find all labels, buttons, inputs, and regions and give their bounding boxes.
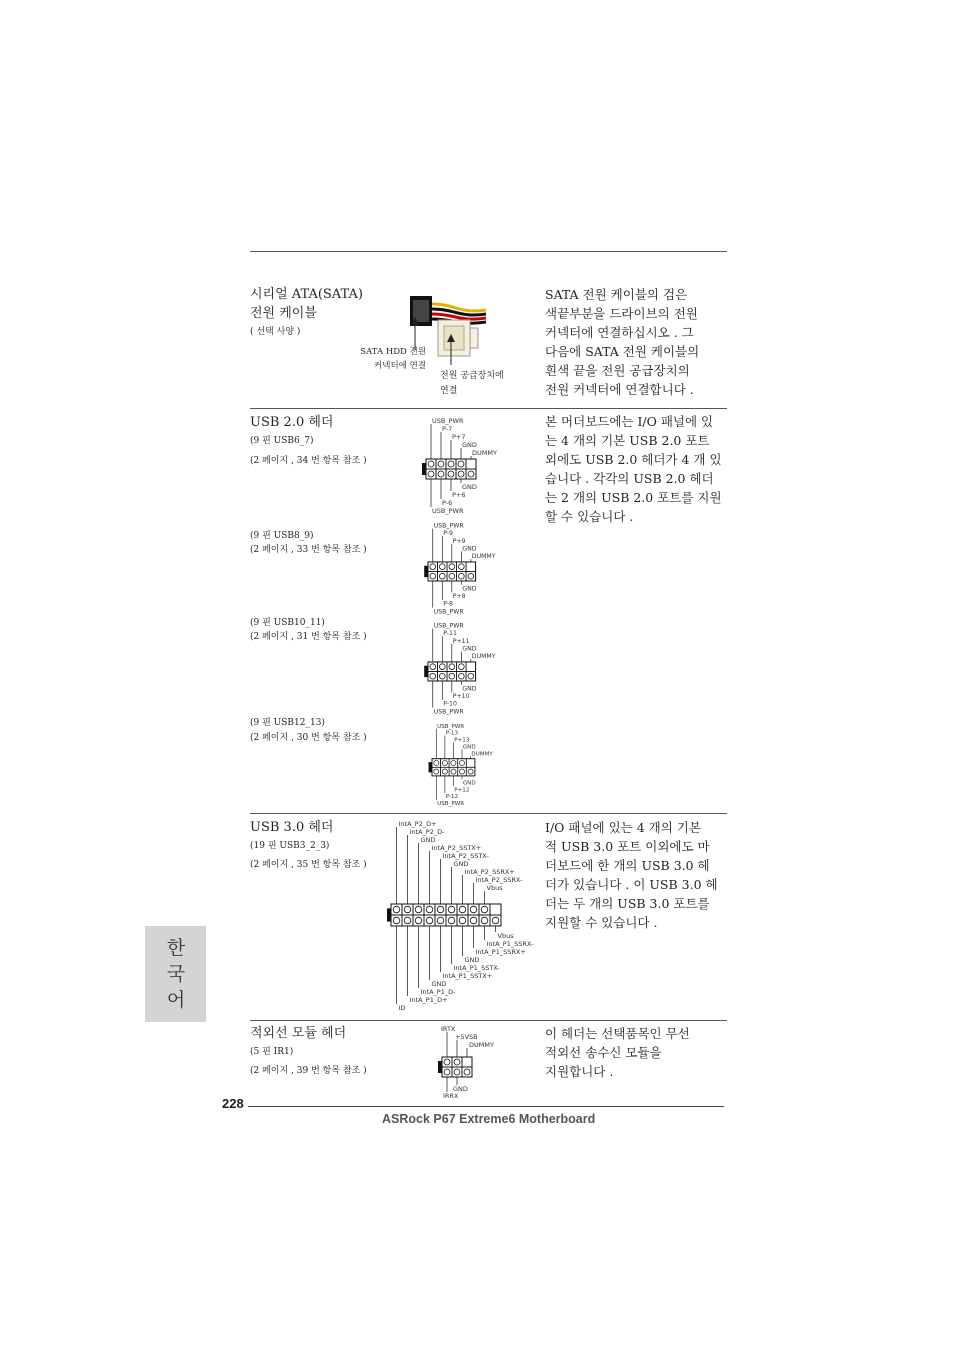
pin1-key [387, 908, 391, 921]
pin-label: USB_PWR [433, 622, 464, 630]
sata-psu-caption-1: 전원 공급장치에 [440, 371, 504, 381]
pin-label: GND [453, 860, 469, 868]
pin-label: DUMMY [469, 1041, 494, 1049]
pin-label: GND [462, 645, 477, 653]
pin-label: IntA_P2_SSRX- [475, 876, 523, 884]
pin1-key [424, 566, 428, 577]
pin-label: USB_PWR [433, 522, 464, 530]
pin-label: P-8 [443, 600, 454, 608]
usb3-desc-line: 더보드에 한 개의 USB 3.0 헤 [545, 858, 710, 873]
footer-rule [248, 1106, 724, 1107]
pin-label: GND [462, 744, 476, 751]
pin-label: USB_PWR [432, 417, 464, 425]
pin-label: P+9 [452, 537, 466, 545]
top-rule [250, 251, 727, 252]
usb3-title: USB 3.0 헤더 [250, 820, 334, 835]
pin-label: Vbus [497, 932, 514, 940]
pin-label: GND [462, 545, 477, 553]
pin-label: USB_PWR [437, 723, 465, 730]
pin-label: P-9 [443, 530, 454, 538]
pin1-key [422, 463, 426, 475]
pin-label: IRTX [441, 1025, 456, 1033]
usb2-header4-pins: (9 핀 USB12_13) [250, 718, 325, 728]
pin-label: USB_PWR [437, 801, 465, 807]
usb2-desc-line: 할 수 있습니다 . [545, 509, 634, 524]
usb2-header1-ref: (2 페이지 , 34 번 항목 참조 ) [250, 456, 367, 466]
sata-optional-note: ( 선택 사양 ) [250, 327, 301, 337]
sata-hdd-caption-2: 커넥터에 연결 [374, 361, 426, 371]
pin-label: DUMMY [472, 449, 497, 457]
pin-label: GND [462, 780, 476, 787]
pin-label: P-6 [442, 499, 453, 507]
pin-label: P-11 [443, 630, 457, 638]
sata-desc-line: 커넥터에 연결하십시오 . 그 [545, 325, 694, 340]
page-number: 228 [222, 1096, 244, 1111]
usb2-desc-line: 외에도 USB 2.0 헤더가 4 개 있 [545, 452, 722, 467]
section-divider [250, 813, 727, 814]
usb3-desc-line: 적 USB 3.0 포트 이외에도 마 [545, 839, 710, 854]
usb3-ref: (2 페이지 , 35 번 항목 참조 ) [250, 860, 367, 870]
usb2-header1-pins: (9 핀 USB6_7) [250, 436, 314, 446]
pin-label: P-10 [443, 700, 457, 708]
usb2-header4-diagram [418, 721, 518, 811]
side-tab-char: 국 [166, 963, 186, 985]
usb3-description [545, 818, 718, 932]
pin-label: IntA_P1_D+ [409, 996, 448, 1004]
ir-title: 적외선 모듈 헤더 [250, 1026, 347, 1041]
footer-title: ASRock P67 Extreme6 Motherboard [382, 1112, 596, 1126]
usb3-pins: (19 핀 USB3_2_3) [250, 841, 330, 851]
section-divider [250, 408, 727, 409]
usb2-desc-line: 본 머더보드에는 I/O 패널에 있 [545, 414, 714, 429]
pin-label: GND [462, 483, 477, 491]
sata-description [545, 285, 699, 399]
usb2-header3-diagram [418, 620, 518, 720]
ir-pins: (5 핀 IR1) [250, 1047, 294, 1057]
pin-label: IntA_P2_SSTX+ [431, 844, 482, 852]
pin-label: P-12 [445, 794, 459, 801]
pin-label: IntA_P1_D- [420, 988, 456, 996]
pin-label: P+12 [454, 787, 470, 794]
pin-label: P+6 [452, 491, 466, 499]
sata-title: 시리얼 ATA(SATA) [250, 287, 363, 302]
ir-description [545, 1024, 690, 1081]
usb2-header3-pins: (9 핀 USB10_11) [250, 618, 325, 628]
pin-label: GND [453, 1085, 468, 1093]
ir-ref: (2 페이지 , 39 번 항목 참조 ) [250, 1066, 367, 1076]
usb2-header2-diagram [418, 520, 518, 620]
usb3-desc-line: I/O 패널에 있는 4 개의 기본 [545, 820, 701, 835]
usb3-desc-line: 더가 있습니다 . 이 USB 3.0 헤 [545, 877, 718, 892]
pin-label: P+8 [452, 593, 466, 601]
ir-header-diagram [432, 1024, 502, 1102]
usb2-header2-ref: (2 페이지 , 33 번 항목 참조 ) [250, 545, 367, 555]
pin-label: USB_PWR [433, 608, 464, 616]
ir-desc-line: 적외선 송수신 모듈을 [545, 1045, 662, 1060]
sata-callout-arrows [405, 295, 465, 370]
pin-label: IRRX [443, 1092, 459, 1100]
pin-label: IntA_P2_SSTX- [442, 852, 489, 860]
sata-hdd-caption-1: SATA HDD 전원 [360, 347, 426, 357]
side-tab-char: 어 [166, 989, 186, 1011]
sata-title-line2: 전원 케이블 [250, 306, 317, 321]
pin-label: DUMMY [471, 553, 496, 561]
pin-label: GND [462, 441, 477, 449]
sata-desc-line: 전원 커넥터에 연결합니다 . [545, 382, 694, 397]
usb2-header3-ref: (2 페이지 , 31 번 항목 참조 ) [250, 632, 367, 642]
pin-label: IntA_P1_SSTX+ [442, 972, 493, 980]
pin-label: DUMMY [471, 653, 496, 661]
language-side-tab [145, 926, 206, 1022]
pin-label: IntA_P1_SSRX- [486, 940, 534, 948]
pin-label: P-7 [442, 425, 453, 433]
pin-label: USB_PWR [433, 708, 464, 716]
usb2-title: USB 2.0 헤더 [250, 415, 334, 430]
usb2-desc-line: 는 4 개의 기본 USB 2.0 포트 [545, 433, 710, 448]
pin1-key [424, 666, 428, 677]
pin-label: GND [462, 585, 477, 593]
pin-label: P+7 [452, 433, 466, 441]
pin-label: IntA_P1_SSRX+ [475, 948, 526, 956]
sata-desc-line: 색끝부분을 드라이브의 전원 [545, 306, 698, 321]
pin-label: GND [462, 685, 477, 693]
pin-label: IntA_P1_SSTX- [453, 964, 500, 972]
side-tab-char: 한 [166, 937, 186, 959]
ir-desc-line: 이 헤더는 선택품목인 무선 [545, 1026, 690, 1041]
pin-label: P+13 [454, 737, 470, 744]
pin-label: IntA_P2_SSRX+ [464, 868, 515, 876]
usb2-header1-diagram [418, 415, 518, 520]
usb2-description [545, 412, 722, 526]
pin-label: GND [420, 836, 436, 844]
usb3-desc-line: 더는 두 개의 USB 3.0 포트를 [545, 896, 710, 911]
pin-label: GND [431, 980, 447, 988]
pin-label: P-13 [445, 730, 459, 737]
pin-label: ID [398, 1004, 406, 1012]
pin1-key [429, 762, 432, 772]
section-divider [250, 1020, 727, 1021]
pin-label: DUMMY [471, 751, 493, 758]
pin-label: IntA_P2_D+ [398, 820, 437, 828]
sata-psu-caption-2: 연결 [440, 386, 458, 396]
sata-desc-line: 흰색 끝을 전원 공급장치의 [545, 363, 690, 378]
pin-label: GND [464, 956, 480, 964]
usb2-desc-line: 습니다 . 각각의 USB 2.0 헤더 [545, 471, 714, 486]
usb3-desc-line: 지원할 수 있습니다 . [545, 915, 658, 930]
sata-desc-line: 다음에 SATA 전원 케이블의 [545, 344, 700, 359]
sata-desc-line: SATA 전원 케이블의 검은 [545, 287, 688, 302]
pin-label: USB_PWR [432, 507, 464, 515]
pin-label: +5VSB [455, 1033, 478, 1041]
usb2-desc-line: 는 2 개의 USB 2.0 포트를 지원 [545, 490, 722, 505]
pin-label: P+10 [452, 693, 470, 701]
usb3-header-diagram [385, 818, 535, 1016]
pin-label: P+11 [452, 637, 470, 645]
usb2-header4-ref: (2 페이지 , 30 번 항목 참조 ) [250, 733, 367, 743]
pin1-key [438, 1061, 442, 1073]
pin-label: Vbus [486, 884, 503, 892]
ir-desc-line: 지원합니다 . [545, 1064, 614, 1079]
usb2-header2-pins: (9 핀 USB8_9) [250, 531, 314, 541]
pin-label: IntA_P2_D- [409, 828, 445, 836]
